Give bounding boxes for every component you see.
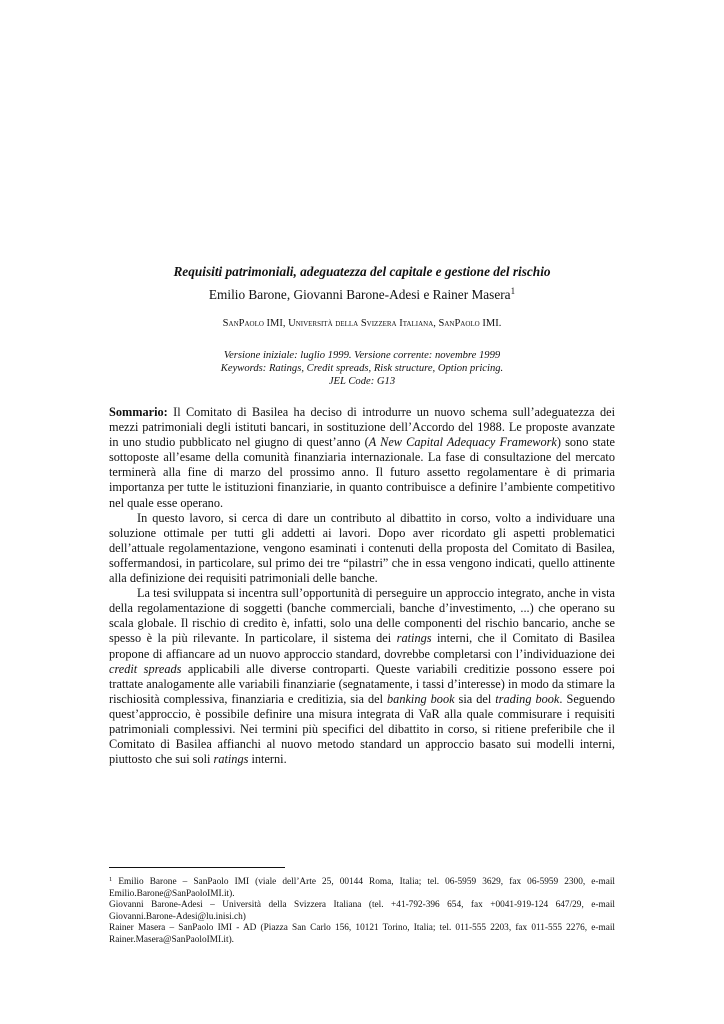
abstract-italic-text: ratings (213, 752, 249, 767)
footnote-mark: 1 (109, 876, 113, 883)
abstract-italic-text: A New Capital Adequacy Framework (368, 435, 557, 450)
footnote-barone (109, 874, 615, 900)
author-line (0, 286, 724, 303)
author-names: Emilio Barone, Giovanni Barone-Adesi e Rainer Masera (208, 287, 511, 302)
abstract (109, 405, 615, 767)
abstract-paragraph-1 (109, 405, 615, 511)
version-info-block (0, 349, 724, 388)
affiliation-line: SanPaolo IMI, Università della Svizzera Italiana, SanPaolo IMI. (222, 318, 502, 329)
abstract-paragraph-2: In questo lavoro, si cerca di dare un contributo al dibattito in corso, volto a individuare una soluzione ottimale per tutti gli addetti ai lavori. Dopo aver ricordato gli aspetti problematici dell’attuale regolamentazione, vengono esaminati i contenuti della proposta del Comitato di Basilea, soffermandosi, in particolare, sul primo dei tre “pilastri” che in essa vengono indicati, quello attinente alla definizione dei requisiti patrimoniali delle banche. (109, 510, 615, 586)
abstract-text: sia del (454, 691, 496, 706)
abstract-text: . Seguendo quest’approccio, è possibile definire una misura integrata di VaR alla quale commisurare i requisiti patrimoniali complessivi. Nei termini più specifici del dibattito in corso, si ritiene preferibile che il Comitato di Basilea affianchi al nuovo metodo standard un approccio basato sui modelli interni, piuttosto che sui soli (109, 691, 615, 767)
abstract-text: La tesi sviluppata si incentra sull’opportunità di perseguire un approccio integrato, anche in vista della regolamentazione di soggetti (banche commerciali, banche d’investimento, ...) che operano su scala globale. Il rischio di credito è, infatti, solo una delle componenti del rischio bancario, anche se spesso è la più rilevante. In particolare, il sistema dei (109, 586, 615, 646)
abstract-text: Il Comitato di Basilea ha deciso di introdurre un nuovo schema sull’adeguatezza dei mezzi patrimoniali degli istituti bancari, in sostituzione dell’Accordo del 1988. Le proposte avanzate in uno studio pubblicato nel giugno di quest’anno ( (109, 405, 615, 450)
abstract-italic-text: banking book (387, 691, 455, 706)
jel-code-line: JEL Code: G13 (328, 376, 396, 387)
version-line: Versione iniziale: luglio 1999. Versione corrente: novembre 1999 (223, 350, 501, 361)
footnote-separator (109, 867, 285, 868)
abstract-text: applicabili alle diverse controparti. Queste variabili creditizie possono essere poi trattate analogamente alle variabili finanziarie (segnatamente, i tassi d’interesse) in modo da stimare la rischiosità complessiva, finanziaria e creditizia, sia del (109, 661, 616, 706)
footnote-text: Emilio Barone – SanPaolo IMI (viale dell’Arte 25, 00144 Roma, Italia; tel. 06-5959 3629, fax 06-5959 2300, e-mail Emilio.Barone@SanPaoloIMI.it). (109, 877, 615, 899)
abstract-lead-label: Sommario: (109, 405, 168, 419)
abstract-text: ) sono state sottoposte all’esame della comunità finanziaria internazionale. La fase di consultazione del mercato terminerà alla fine di marzo del prossimo anno. Il futuro assetto regolamentare è di primaria importanza per tutte le istituzioni finanziarie, in quanto contribuisce a definire l’ambiente competitivo nel quale esse operano. (109, 435, 616, 510)
abstract-italic-text: ratings (396, 631, 432, 646)
paper-title: Requisiti patrimoniali, adeguatezza del capitale e gestione del rischio (173, 264, 551, 279)
keywords-line: Keywords: Ratings, Credit spreads, Risk structure, Option pricing. (220, 363, 504, 374)
footnote-barone-adesi: Giovanni Barone-Adesi – Università della Svizzera Italiana (tel. +41-792-396 654, fax +0041-919-124 647/29, e-mail Giovanni.Barone-Adesi@lu.inisi.ch) (109, 900, 615, 922)
abstract-italic-text: trading book (495, 691, 560, 706)
abstract-text: interni, che il Comitato di Basilea propone di affiancare ad un nuovo approccio standard, dovrebbe completarsi con l’individuazione dei (109, 631, 616, 661)
footnote-masera: Rainer Masera – SanPaolo IMI - AD (Piazza San Carlo 156, 10121 Torino, Italia; tel. 011-555 2203, fax 011-555 2276, e-mail Rainer.Masera@SanPaoloIMI.it). (109, 923, 615, 945)
abstract-paragraph-3 (109, 586, 615, 767)
abstract-text: interni. (248, 752, 287, 767)
author-footnote-mark: 1 (510, 286, 516, 296)
abstract-italic-text: credit spreads (109, 661, 182, 676)
footnotes (109, 874, 615, 946)
